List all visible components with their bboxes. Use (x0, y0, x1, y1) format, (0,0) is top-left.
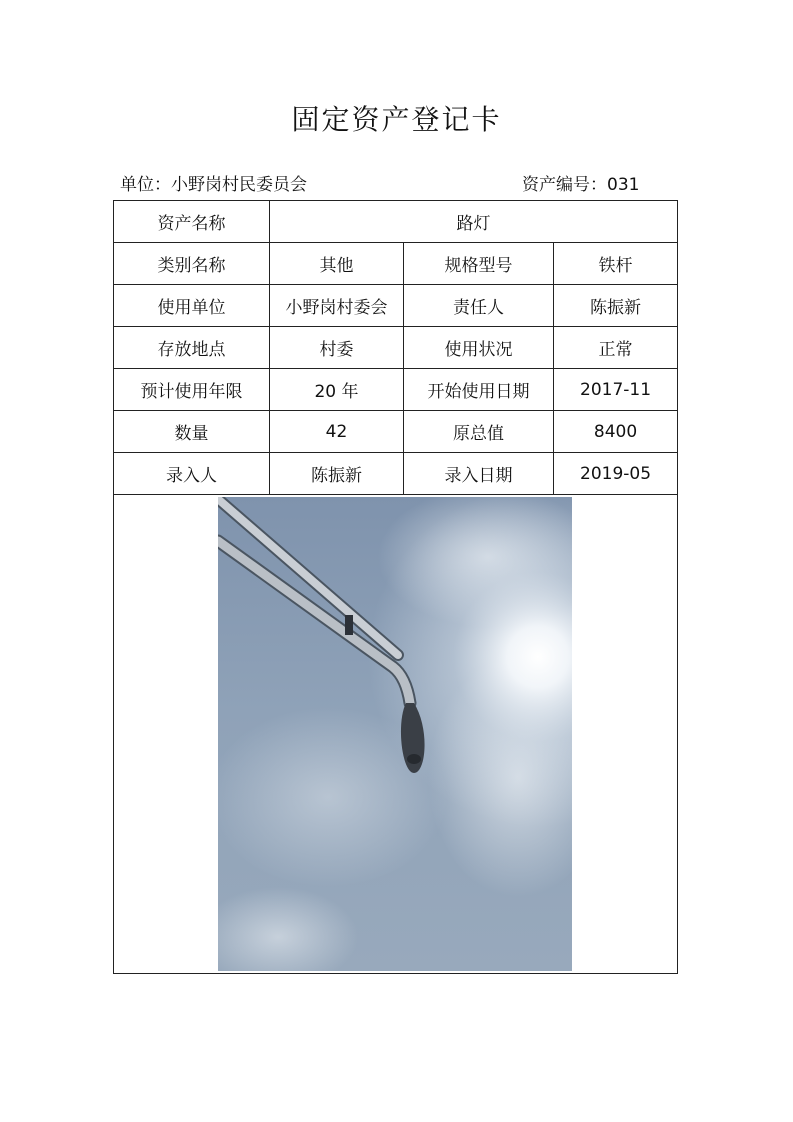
field-value: 其他 (270, 243, 404, 285)
table-row (114, 411, 678, 453)
unit-label: 单位：小野岗村民委员会 (120, 175, 307, 195)
field-label: 预计使用年限 (114, 369, 270, 411)
field-value: 2019-05 (554, 453, 678, 495)
table-row (114, 327, 678, 369)
table-row (114, 201, 678, 243)
field-label: 责任人 (404, 285, 554, 327)
field-label: 资产名称 (114, 201, 270, 243)
field-label: 开始使用日期 (404, 369, 554, 411)
table-row (114, 243, 678, 285)
table-row (114, 369, 678, 411)
photo-row (114, 495, 678, 974)
asset-number-label: 资产编号：031 (522, 175, 640, 195)
field-label: 规格型号 (404, 243, 554, 285)
table-row (114, 453, 678, 495)
field-label: 使用状况 (404, 327, 554, 369)
field-label: 存放地点 (114, 327, 270, 369)
field-value: 路灯 (270, 201, 678, 243)
field-label: 录入日期 (404, 453, 554, 495)
field-label: 原总值 (404, 411, 554, 453)
field-label: 使用单位 (114, 285, 270, 327)
asset-card-table (113, 200, 678, 974)
field-value: 2017-11 (554, 369, 678, 411)
field-label: 录入人 (114, 453, 270, 495)
field-value: 小野岗村委会 (270, 285, 404, 327)
photo-cell (114, 495, 678, 974)
field-value: 村委 (270, 327, 404, 369)
field-value: 铁杆 (554, 243, 678, 285)
field-value: 8400 (554, 411, 678, 453)
page-title: 固定资产登记卡 (291, 103, 502, 136)
field-value: 陈振新 (554, 285, 678, 327)
field-value: 42 (270, 411, 404, 453)
field-value: 正常 (554, 327, 678, 369)
field-label: 类别名称 (114, 243, 270, 285)
field-value: 20 年 (270, 369, 404, 411)
street-lamp-photo (218, 497, 572, 971)
field-label: 数量 (114, 411, 270, 453)
field-value: 陈振新 (270, 453, 404, 495)
table-row (114, 285, 678, 327)
